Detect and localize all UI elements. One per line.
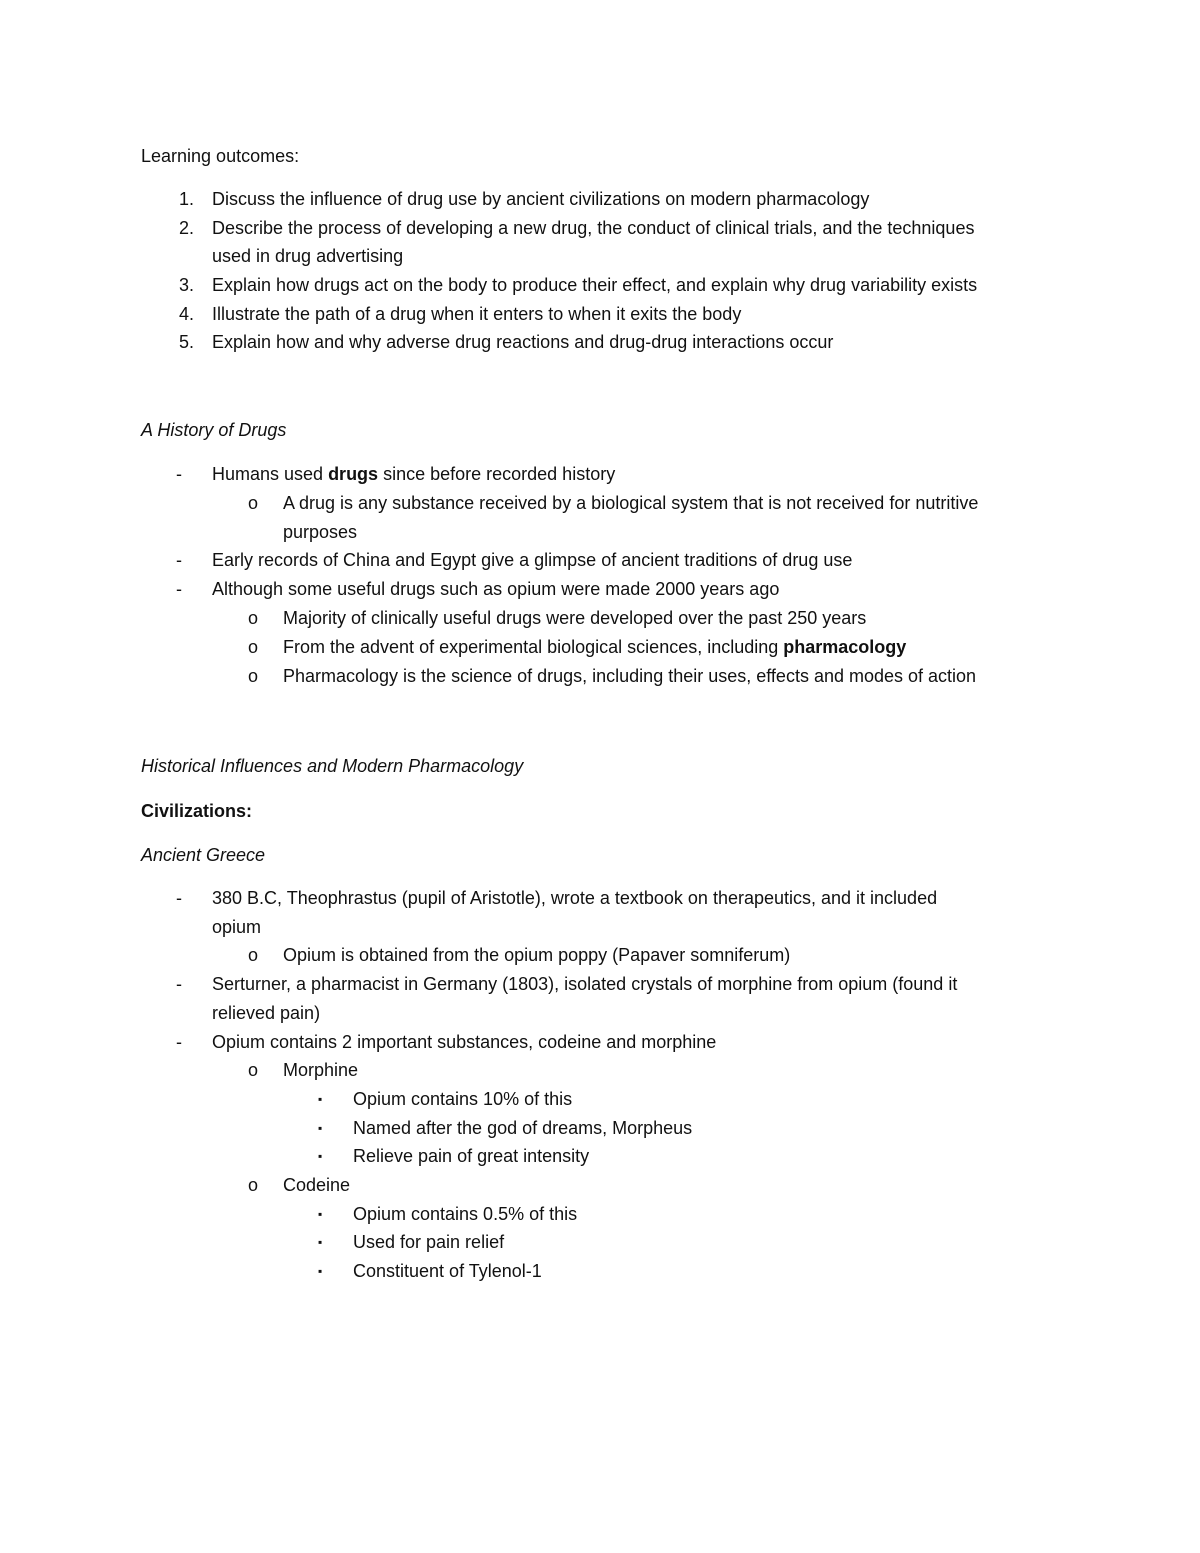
outcome-item-3: Explain how drugs act on the body to produce their effect, and explain why drug variability exists bbox=[212, 275, 978, 295]
morphine-item-3: Relieve pain of great intensity bbox=[353, 1146, 590, 1166]
greece-sub-1: Opium is obtained from the opium poppy (Papaver somniferum) bbox=[283, 945, 791, 965]
list-number: 2. bbox=[178, 218, 194, 238]
square-bullet: ▪ bbox=[318, 1121, 323, 1135]
outcome-item-5: Explain how and why adverse drug reactions and drug-drug interactions occur bbox=[212, 332, 834, 352]
codeine-label: Codeine bbox=[283, 1175, 351, 1195]
greece-bullet-2-cont: relieved pain) bbox=[212, 1003, 321, 1023]
history-heading: A History of Drugs bbox=[141, 420, 287, 440]
dash-bullet: - bbox=[176, 888, 182, 908]
greece-bullet-1: 380 B.C, Theophrastus (pupil of Aristotle), wrote a textbook on therapeutics, and it included bbox=[212, 888, 938, 908]
dash-bullet: - bbox=[176, 579, 182, 599]
square-bullet: ▪ bbox=[318, 1207, 323, 1221]
dash-bullet: - bbox=[176, 464, 182, 484]
dash-bullet: - bbox=[176, 974, 182, 994]
circle-bullet: o bbox=[248, 493, 259, 513]
circle-bullet: o bbox=[248, 945, 259, 965]
codeine-item-2: Used for pain relief bbox=[353, 1232, 505, 1252]
circle-bullet: o bbox=[248, 608, 259, 628]
morphine-item-1: Opium contains 10% of this bbox=[353, 1089, 573, 1109]
morphine-item-2: Named after the god of dreams, Morpheus bbox=[353, 1118, 693, 1138]
outcome-item-4: Illustrate the path of a drug when it enters to when it exits the body bbox=[212, 304, 742, 324]
list-number: 4. bbox=[178, 304, 194, 324]
list-number: 1. bbox=[178, 189, 194, 209]
circle-bullet: o bbox=[248, 666, 259, 686]
ancient-greece-heading: Ancient Greece bbox=[141, 845, 266, 865]
circle-bullet: o bbox=[248, 1060, 259, 1080]
outcome-item-2-cont: used in drug advertising bbox=[212, 246, 404, 266]
history-sub-3-2: From the advent of experimental biological sciences, including pharmacology bbox=[283, 637, 907, 657]
history-bullet-2: Early records of China and Egypt give a glimpse of ancient traditions of drug use bbox=[212, 550, 853, 570]
square-bullet: ▪ bbox=[318, 1264, 323, 1278]
civilizations-heading: Civilizations: bbox=[141, 801, 253, 821]
dash-bullet: - bbox=[176, 550, 182, 570]
history-bullet-3: Although some useful drugs such as opium were made 2000 years ago bbox=[212, 579, 780, 599]
history-sub-1-cont: purposes bbox=[283, 522, 358, 542]
dash-bullet: - bbox=[176, 1032, 182, 1052]
history-sub-1: A drug is any substance received by a biological system that is not received for nutritive bbox=[283, 493, 979, 513]
codeine-item-3: Constituent of Tylenol-1 bbox=[353, 1261, 542, 1281]
outcome-item-1: Discuss the influence of drug use by ancient civilizations on modern pharmacology bbox=[212, 189, 870, 209]
morphine-label: Morphine bbox=[283, 1060, 359, 1080]
circle-bullet: o bbox=[248, 637, 259, 657]
circle-bullet: o bbox=[248, 1175, 259, 1195]
square-bullet: ▪ bbox=[318, 1235, 323, 1249]
history-sub-3-1: Majority of clinically useful drugs were developed over the past 250 years bbox=[283, 608, 867, 628]
list-number: 3. bbox=[178, 275, 194, 295]
square-bullet: ▪ bbox=[318, 1092, 323, 1106]
history-bullet-1: Humans used drugs since before recorded history bbox=[212, 464, 616, 484]
greece-bullet-3: Opium contains 2 important substances, codeine and morphine bbox=[212, 1032, 717, 1052]
square-bullet: ▪ bbox=[318, 1149, 323, 1163]
learning-outcomes-heading: Learning outcomes: bbox=[141, 146, 300, 166]
greece-bullet-1-cont: opium bbox=[212, 917, 262, 937]
outcome-item-2: Describe the process of developing a new drug, the conduct of clinical trials, and the techniques bbox=[212, 218, 975, 238]
history-sub-3-3: Pharmacology is the science of drugs, including their uses, effects and modes of action bbox=[283, 666, 977, 686]
greece-bullet-2: Serturner, a pharmacist in Germany (1803), isolated crystals of morphine from opium (found it bbox=[212, 974, 958, 994]
list-number: 5. bbox=[178, 332, 194, 352]
codeine-item-1: Opium contains 0.5% of this bbox=[353, 1204, 578, 1224]
historical-influences-heading: Historical Influences and Modern Pharmacology bbox=[141, 756, 524, 776]
